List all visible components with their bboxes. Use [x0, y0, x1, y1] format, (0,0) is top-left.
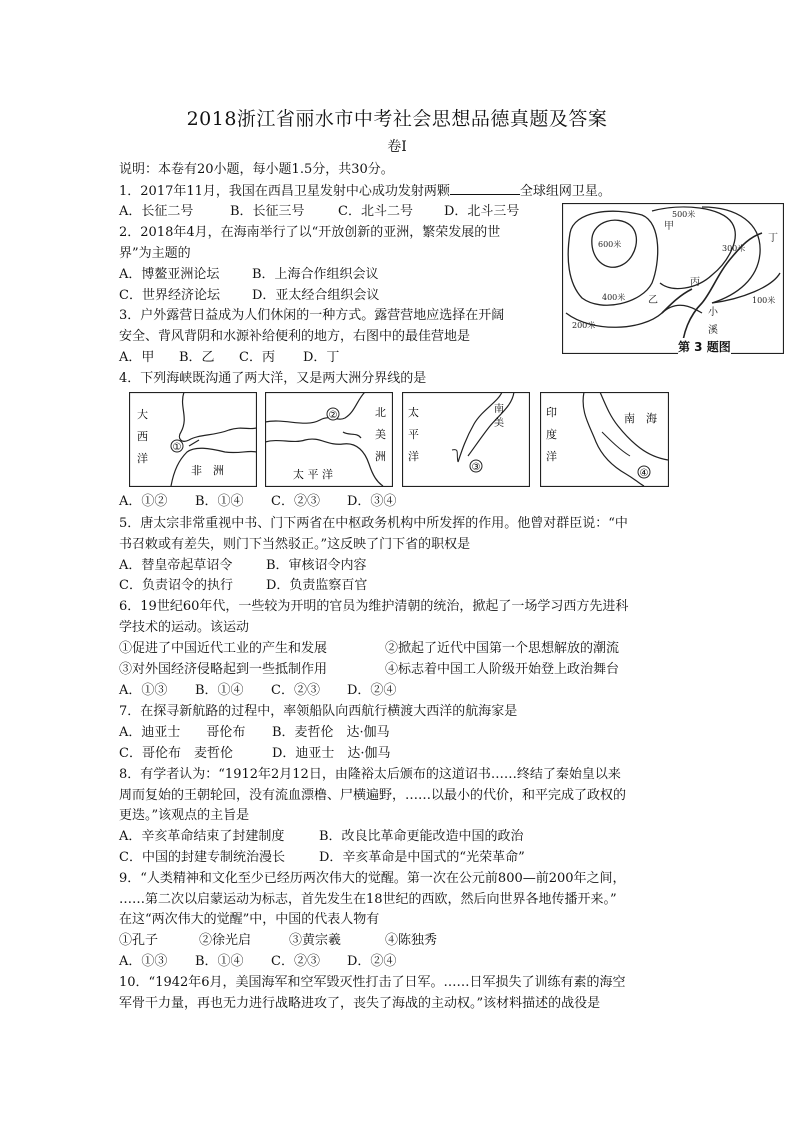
question-1-stem: 1．2017年11月，我国在西昌卫星发射中心成功发射两颗 全球组网卫星。	[119, 181, 611, 202]
option: A．①②	[119, 494, 168, 509]
question-7-line: 7．在探寻新航路的过程中，率领船队向西航行横渡大西洋的航海家是	[119, 704, 518, 719]
option: D．②④	[347, 683, 397, 698]
option: D．丁	[303, 350, 340, 365]
option: C．世界经济论坛	[119, 288, 220, 303]
option: D．辛亥革命是中国式的“光荣革命”	[319, 850, 525, 865]
option: B．麦哲伦 达·伽马	[272, 725, 390, 740]
question-10-line: 10．“1942年6月，美国海军和空军毁灭性打击了日军。……日军损失了训练有素的海空	[119, 975, 626, 990]
option: A．甲	[119, 350, 155, 365]
instructions: 说明：本卷有20小题，每小题1.5分，共30分。	[119, 162, 394, 177]
map-label: 太	[408, 406, 419, 419]
map-label: 洋	[137, 452, 148, 465]
statement-item: ②掀起了近代中国第一个思想解放的潮流	[385, 641, 620, 656]
question-6-line: 学技术的运动。该运动	[119, 620, 250, 635]
map-label: 洋	[408, 450, 419, 463]
map-label: 度	[546, 428, 557, 441]
strait-marker: ③	[471, 462, 481, 473]
map-label: 南 海	[624, 412, 657, 425]
map-label: 印	[546, 406, 557, 419]
volume-label: 卷Ⅰ	[387, 139, 407, 155]
option: D．亚太经合组织会议	[252, 288, 380, 303]
statement-item: ③黄宗羲	[289, 933, 342, 948]
statement-item: ④陈独秀	[385, 933, 438, 948]
question-4-options	[119, 492, 396, 512]
question-9-items	[119, 931, 437, 951]
river-label: 小	[708, 307, 718, 318]
answer-blank	[450, 181, 520, 195]
strait-map-2	[265, 392, 393, 487]
map-label: 洲	[375, 450, 386, 463]
contour-map-figure	[562, 203, 784, 354]
option: D．②④	[347, 954, 397, 969]
statement-item: ②徐光启	[199, 933, 252, 948]
option: D．负责监察百官	[266, 578, 368, 593]
contour-label: 300米	[722, 244, 746, 253]
question-6-items	[119, 660, 619, 680]
question-3-line: 3．户外露营日益成为人们休闲的一种方式。露营营地应选择在开阔	[119, 308, 505, 323]
question-6-options	[119, 681, 396, 701]
question-6-items	[119, 639, 619, 659]
option: C．丙	[239, 350, 275, 365]
camp-label: 乙	[648, 295, 658, 306]
question-7-options	[119, 723, 390, 743]
option: C．②③	[271, 683, 320, 698]
question-5-options	[119, 576, 367, 596]
option: D．③④	[347, 494, 397, 509]
option: A．迪亚士 哥伦布	[119, 725, 246, 740]
map-label: 太 平 洋	[293, 468, 333, 481]
camp-label: 甲	[664, 221, 674, 232]
question-5-options	[119, 556, 367, 576]
question-8-line: 8．有学者认为：“1912年2月12日，由隆裕太后颁布的这道诏书……终结了秦始皇以来	[119, 767, 621, 782]
camp-label: 丁	[768, 233, 778, 244]
statement-item: ①孔子	[119, 933, 159, 948]
question-9-line: ……第二次以启蒙运动为标志，首先发生在18世纪的西欧，然后向世界各地传播开来。”	[119, 892, 617, 907]
option: B．改良比革命更能改造中国的政治	[319, 829, 524, 844]
question-2-line: 界”为主题的	[119, 246, 191, 261]
strait-map-1	[129, 392, 257, 487]
map-label: 西	[137, 430, 148, 443]
question-9-options	[119, 952, 396, 972]
option: B．审核诏令内容	[266, 558, 367, 573]
option: C．中国的封建专制统治漫长	[119, 850, 285, 865]
map-label: 南	[494, 404, 504, 415]
question-6-line: 6．19世纪60年代，一些较为开明的官员为维护清朝的统治，掀起了一场学习西方先进科	[119, 599, 629, 614]
option: C．哥伦布 麦哲伦	[119, 746, 233, 761]
question-5-line: 5．唐太宗非常重视中书、门下两省在中枢政务机构中所发挥的作用。他曾对群臣说：“中	[119, 516, 628, 531]
question-8-options	[119, 848, 525, 868]
river-label: 溪	[708, 325, 718, 336]
statement-item: ④标志着中国工人阶级开始登上政治舞台	[385, 662, 620, 677]
strait-marker: ④	[639, 468, 649, 479]
question-4-line: 4．下列海峡既沟通了两大洋，又是两大洲分界线的是	[119, 371, 427, 386]
question-8-options	[119, 827, 524, 847]
option: B．①④	[195, 494, 244, 509]
option: A．替皇帝起草诏令	[119, 558, 233, 573]
contour-label: 600米	[598, 240, 622, 249]
option: A．长征二号	[119, 204, 194, 219]
contour-label: 400米	[602, 293, 626, 302]
figure-3-caption: 第 3 题图	[678, 340, 731, 354]
camp-label: 丙	[690, 277, 700, 288]
map-label: 大	[137, 408, 148, 421]
question-9-line: 9．“人类精神和文化至少已经历两次伟大的觉醒。第一次在公元前800—前200年之间，	[119, 871, 626, 886]
question-8-line: 更迭。”该观点的主旨是	[119, 808, 250, 823]
question-8-line: 周而复始的王朝轮回，没有流血漂橹、尸横遍野，……以最小的代价，和平完成了政权的	[119, 788, 627, 803]
document-title: 2018浙江省丽水市中考社会思想品德真题及答案	[186, 108, 608, 130]
option: B．上海合作组织会议	[252, 267, 379, 282]
statement-item: ③对外国经济侵略起到一些抵制作用	[119, 662, 328, 677]
option: C．负责诏令的执行	[119, 578, 233, 593]
option: B．①④	[195, 683, 244, 698]
contour-label: 500米	[672, 210, 696, 219]
strait-map-4	[540, 392, 669, 487]
option: D．迪亚士 达·伽马	[272, 746, 391, 761]
map-label: 美	[375, 428, 386, 441]
question-2-options	[119, 286, 379, 306]
contour-label: 200米	[572, 321, 596, 330]
map-label: 北	[375, 406, 386, 419]
option: A．①③	[119, 954, 168, 969]
statement-item: ①促进了中国近代工业的产生和发展	[119, 641, 328, 656]
option: B．①④	[195, 954, 244, 969]
option: B．乙	[179, 350, 215, 365]
question-1-options	[119, 202, 519, 222]
question-9-line: 在这“两次伟大的觉醒”中，中国的代表人物有	[119, 912, 380, 927]
strait-map-3	[402, 392, 530, 487]
option: C．北斗二号	[338, 204, 413, 219]
option: B．长征三号	[230, 204, 305, 219]
option: C．②③	[271, 494, 320, 509]
question-2-options	[119, 265, 379, 285]
option: A．辛亥革命结束了封建制度	[119, 829, 285, 844]
question-3-options	[119, 348, 339, 368]
option: A．①③	[119, 683, 168, 698]
map-label: 洋	[546, 450, 557, 463]
option: C．②③	[271, 954, 320, 969]
strait-marker: ②	[328, 410, 338, 421]
question-10-line: 军骨干力量，再也无力进行战略进攻了，丧失了海战的主动权。”该材料描述的战役是	[119, 996, 601, 1011]
question-5-line: 书召敕或有差失，则门下当然驳正。”这反映了门下省的职权是	[119, 537, 471, 552]
option: A．博鳌亚洲论坛	[119, 267, 220, 282]
map-label: 平	[408, 428, 419, 441]
option: D．北斗三号	[444, 204, 520, 219]
question-3-line: 安全、背风背阴和水源补给便利的地方，右图中的最佳营地是	[119, 329, 471, 344]
question-2-line: 2．2018年4月，在海南举行了以“开放创新的亚洲，繁荣发展的世	[119, 225, 501, 240]
contour-label: 100米	[752, 296, 776, 305]
strait-marker: ①	[172, 442, 182, 453]
question-7-options	[119, 744, 391, 764]
map-label: 非 洲	[191, 464, 224, 477]
map-label: 美	[494, 418, 504, 429]
